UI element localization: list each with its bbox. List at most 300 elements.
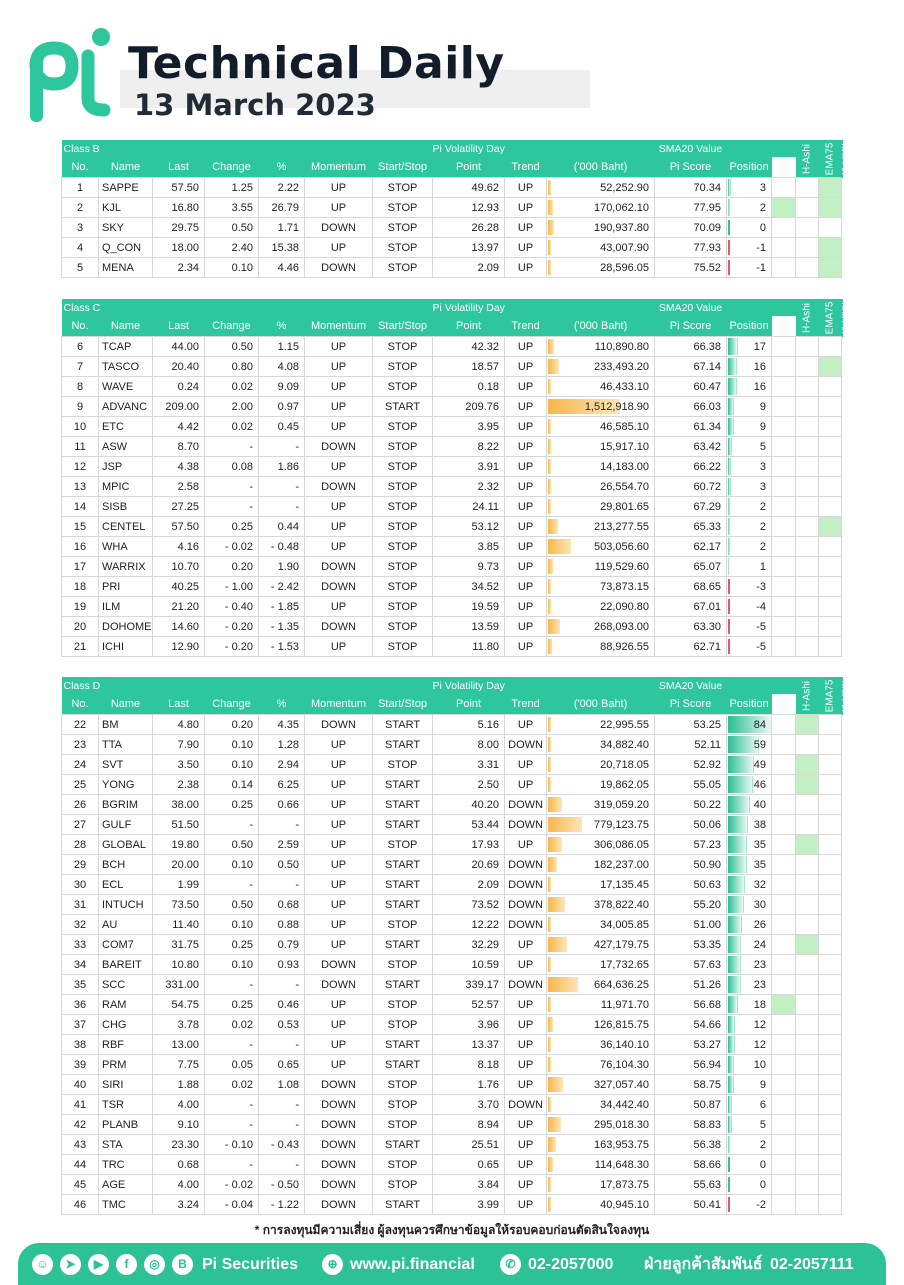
table-row[interactable] [62, 437, 844, 457]
position-bar [728, 756, 754, 773]
youtube-icon[interactable]: ▶ [88, 1254, 109, 1275]
position-bar [728, 199, 730, 216]
table-row[interactable] [62, 417, 844, 437]
cell-name: COM7 [99, 935, 153, 955]
col-hashi-label: H-Ashi [801, 143, 813, 174]
cell-change: - 0.02 [205, 1175, 259, 1195]
col-header-pi-score: Pi Score [655, 316, 727, 337]
cell-position [727, 417, 772, 437]
position-value: 26 [753, 918, 767, 931]
col-header-no: No. [62, 694, 99, 715]
cell-change: - 0.20 [205, 637, 259, 657]
table-row[interactable] [62, 198, 844, 218]
phone-icon: ✆ [500, 1254, 521, 1275]
col-header-pi-score: Pi Score [655, 694, 727, 715]
flag-hashi [772, 238, 796, 258]
position-bar [728, 518, 730, 535]
header-spacer [547, 140, 655, 157]
table-row[interactable] [62, 955, 844, 975]
flag-hashi [772, 457, 796, 477]
cell-last: 16.80 [153, 198, 205, 218]
sma-value-bar [548, 757, 551, 772]
cell-pi-score: 67.14 [655, 357, 727, 377]
table-row[interactable] [62, 915, 844, 935]
flag-ema75 [796, 337, 819, 357]
table-row[interactable] [62, 1155, 844, 1175]
cell-last: 3.78 [153, 1015, 205, 1035]
table-row[interactable] [62, 377, 844, 397]
cell-no: 30 [62, 875, 99, 895]
cell-position [727, 1035, 772, 1055]
table-row[interactable] [62, 815, 844, 835]
cell-trend: DOWN [505, 855, 547, 875]
cell-last: 14.60 [153, 617, 205, 637]
flag-hashi [772, 1035, 796, 1055]
cell-sma-value [547, 617, 655, 637]
footer-cs-phone[interactable]: 02-2057111 [770, 1256, 854, 1273]
position-bar [728, 876, 745, 893]
table-row[interactable] [62, 178, 844, 198]
cell-sma-value [547, 198, 655, 218]
cell-position [727, 397, 772, 417]
table-row[interactable] [62, 597, 844, 617]
cell-sma-value [547, 895, 655, 915]
table-row[interactable] [62, 1095, 844, 1115]
flag-nhigh [819, 895, 842, 915]
flag-hashi [772, 537, 796, 557]
table-row[interactable] [62, 357, 844, 377]
table-row[interactable] [62, 557, 844, 577]
flag-hashi [772, 1175, 796, 1195]
table-row[interactable] [62, 735, 844, 755]
cell-momentum: UP [305, 935, 373, 955]
col-header-sma-value: ('000 Baht) [547, 694, 655, 715]
position-bar [728, 398, 734, 415]
position-bar [728, 378, 737, 395]
flag-hashi [772, 995, 796, 1015]
table-row[interactable] [62, 577, 844, 597]
table-row[interactable] [62, 457, 844, 477]
flag-hashi [772, 795, 796, 815]
flag-hashi [772, 1015, 796, 1035]
flag-nhigh [819, 735, 842, 755]
table-row[interactable] [62, 337, 844, 357]
cell-trend: DOWN [505, 735, 547, 755]
cell-last: 4.38 [153, 457, 205, 477]
sma-value-bar [548, 240, 551, 255]
sma-value-text: 43,007.90 [600, 241, 650, 254]
table-row[interactable] [62, 935, 844, 955]
cell-pi-score: 50.87 [655, 1095, 727, 1115]
col-hashi [796, 677, 819, 715]
flag-ema75 [796, 417, 819, 437]
cell-trend: UP [505, 1015, 547, 1035]
cell-position [727, 557, 772, 577]
cell-trend: UP [505, 835, 547, 855]
cell-point: 13.97 [433, 238, 505, 258]
col-header-point: Point [433, 157, 505, 178]
table-row[interactable] [62, 895, 844, 915]
table-row[interactable] [62, 1035, 844, 1055]
table-row[interactable] [62, 637, 844, 657]
position-value: 59 [753, 738, 767, 751]
table-row[interactable] [62, 1115, 844, 1135]
flag-hashi [772, 1095, 796, 1115]
cell-momentum: UP [305, 875, 373, 895]
flag-nhigh [819, 1155, 842, 1175]
table-row[interactable] [62, 537, 844, 557]
cell-position [727, 935, 772, 955]
cell-change: 1.25 [205, 178, 259, 198]
cell-no: 36 [62, 995, 99, 1015]
cell-pi-score: 56.38 [655, 1135, 727, 1155]
cell-last: 8.70 [153, 437, 205, 457]
flag-hashi [772, 437, 796, 457]
sma-value-bar [548, 777, 551, 792]
cell-start-stop: STOP [373, 357, 433, 377]
cell-no: 10 [62, 417, 99, 437]
table-row[interactable] [62, 875, 844, 895]
cell-trend: UP [505, 337, 547, 357]
cell-no: 6 [62, 337, 99, 357]
col-header-start-stop: Start/Stop [373, 694, 433, 715]
flag-hashi [772, 218, 796, 238]
instagram-icon[interactable]: ◎ [144, 1254, 165, 1275]
table-row[interactable] [62, 1195, 844, 1215]
flag-hashi [772, 337, 796, 357]
cell-sma-value [547, 637, 655, 657]
cell-point: 26.28 [433, 218, 505, 238]
cell-start-stop: STOP [373, 1155, 433, 1175]
line-icon[interactable]: ☺ [32, 1254, 53, 1275]
cell-pi-score: 50.90 [655, 855, 727, 875]
flag-hashi [772, 1115, 796, 1135]
cell-pct: - 1.53 [259, 637, 305, 657]
cell-no: 41 [62, 1095, 99, 1115]
cell-name: GLOBAL [99, 835, 153, 855]
table-row[interactable] [62, 238, 844, 258]
cell-pi-score: 66.38 [655, 337, 727, 357]
cell-sma-value [547, 537, 655, 557]
table-row[interactable] [62, 1055, 844, 1075]
table-row[interactable] [62, 1015, 844, 1035]
cell-position [727, 1055, 772, 1075]
cell-last: 7.75 [153, 1055, 205, 1075]
cell-momentum: UP [305, 537, 373, 557]
footer-phone[interactable]: 02-2057000 [528, 1256, 614, 1273]
cell-pi-score: 60.47 [655, 377, 727, 397]
flag-nhigh [819, 855, 842, 875]
col-header-last: Last [153, 157, 205, 178]
cell-sma-value [547, 1115, 655, 1135]
cell-position [727, 198, 772, 218]
cell-no: 14 [62, 497, 99, 517]
flag-hashi [772, 517, 796, 537]
cell-momentum: UP [305, 1055, 373, 1075]
cell-start-stop: STOP [373, 417, 433, 437]
cell-trend: UP [505, 457, 547, 477]
cell-sma-value [547, 178, 655, 198]
flag-nhigh [819, 1135, 842, 1155]
col-ema-label: EMA75 [824, 679, 836, 712]
cell-point: 13.37 [433, 1035, 505, 1055]
cell-name: SIRI [99, 1075, 153, 1095]
cell-last: 3.24 [153, 1195, 205, 1215]
position-bar [728, 358, 737, 375]
cell-pct: - [259, 975, 305, 995]
cell-momentum: DOWN [305, 1195, 373, 1215]
sma-value-text: 213,277.55 [593, 520, 650, 533]
sma-value-text: 182,237.00 [593, 858, 650, 871]
sma-value-text: 233,493.20 [593, 360, 650, 373]
position-value: 0 [759, 221, 767, 234]
col-nhigh-label [842, 680, 843, 711]
col-ema-label: EMA75 [824, 142, 836, 175]
cell-pi-score: 57.23 [655, 835, 727, 855]
cell-start-stop: START [373, 935, 433, 955]
sma-value-text: 29,801.65 [600, 500, 650, 513]
footer-cs-label: ฝ่ายลูกค้าสัมพันธ์ [644, 1256, 763, 1273]
cell-change: 0.10 [205, 855, 259, 875]
cell-position [727, 975, 772, 995]
col-nhigh [842, 140, 843, 178]
flag-hashi [772, 597, 796, 617]
cell-no: 28 [62, 835, 99, 855]
table-row[interactable] [62, 855, 844, 875]
cell-momentum: UP [305, 775, 373, 795]
sma-value-text: 34,442.40 [600, 1098, 650, 1111]
cell-position [727, 1135, 772, 1155]
cell-pi-score: 52.11 [655, 735, 727, 755]
flag-nhigh [819, 577, 842, 597]
sma-value-bar [548, 379, 551, 394]
class-label: Class C [62, 299, 433, 316]
col-header-momentum: Momentum [305, 316, 373, 337]
cell-no: 45 [62, 1175, 99, 1195]
cell-change: 0.25 [205, 517, 259, 537]
cell-last: 12.90 [153, 637, 205, 657]
cell-last: 23.30 [153, 1135, 205, 1155]
sma-value-text: 46,585.10 [600, 420, 650, 433]
col-header-start-stop: Start/Stop [373, 316, 433, 337]
table-row[interactable] [62, 497, 844, 517]
position-value: 46 [753, 778, 767, 791]
footer-website[interactable]: www.pi.financial [350, 1256, 475, 1273]
cell-last: 11.40 [153, 915, 205, 935]
cell-change: - [205, 975, 259, 995]
flag-hashi [772, 1155, 796, 1175]
cell-no: 43 [62, 1135, 99, 1155]
cell-position [727, 815, 772, 835]
cell-pi-score: 56.68 [655, 995, 727, 1015]
flag-hashi [772, 875, 796, 895]
cell-pct: 2.22 [259, 178, 305, 198]
cell-change: - [205, 437, 259, 457]
position-value: 18 [753, 998, 767, 1011]
table-row[interactable] [62, 755, 844, 775]
col-header-position: Position [727, 694, 772, 715]
sma-value-bar [548, 200, 553, 215]
cell-sma-value [547, 597, 655, 617]
table-row[interactable] [62, 517, 844, 537]
group-volatility-label: Pi Volatility Day [433, 677, 547, 694]
telegram-icon[interactable]: ➤ [60, 1254, 81, 1275]
cell-momentum: UP [305, 517, 373, 537]
table-row[interactable] [62, 1135, 844, 1155]
cell-start-stop: START [373, 1195, 433, 1215]
cell-point: 3.95 [433, 417, 505, 437]
flag-ema75 [796, 1095, 819, 1115]
cell-last: 7.90 [153, 735, 205, 755]
header-spacer [727, 677, 796, 694]
cell-pi-score: 55.63 [655, 1175, 727, 1195]
cell-position [727, 337, 772, 357]
cell-momentum: UP [305, 198, 373, 218]
sma-value-text: 46,433.10 [600, 380, 650, 393]
flag-hashi [772, 1195, 796, 1215]
position-value: 84 [753, 718, 767, 731]
facebook-icon[interactable]: f [116, 1254, 137, 1275]
flag-nhigh [819, 995, 842, 1015]
flag-hashi [772, 975, 796, 995]
cell-start-stop: START [373, 1055, 433, 1075]
cell-no: 37 [62, 1015, 99, 1035]
sma-value-bar [548, 499, 551, 514]
cell-start-stop: START [373, 795, 433, 815]
cell-name: SKY [99, 218, 153, 238]
flag-nhigh [819, 397, 842, 417]
position-negative-mark [728, 639, 730, 654]
cell-position [727, 178, 772, 198]
cell-no: 3 [62, 218, 99, 238]
cell-pct: 1.15 [259, 337, 305, 357]
table-row[interactable] [62, 995, 844, 1015]
cell-point: 3.70 [433, 1095, 505, 1115]
cell-start-stop: STOP [373, 1175, 433, 1195]
position-bar [728, 896, 744, 913]
cell-pi-score: 50.41 [655, 1195, 727, 1215]
cell-sma-value [547, 258, 655, 278]
cell-change: - 0.40 [205, 597, 259, 617]
cell-change: 0.50 [205, 895, 259, 915]
cell-pi-score: 67.01 [655, 597, 727, 617]
cell-trend: UP [505, 755, 547, 775]
table-row[interactable] [62, 975, 844, 995]
cell-start-stop: STOP [373, 637, 433, 657]
col-ema [819, 299, 842, 337]
table-row[interactable] [62, 715, 844, 735]
position-value: 2 [759, 1138, 767, 1151]
table-row[interactable] [62, 218, 844, 238]
cell-change: 0.14 [205, 775, 259, 795]
cell-change: 0.50 [205, 835, 259, 855]
cell-point: 8.00 [433, 735, 505, 755]
cell-point: 17.93 [433, 835, 505, 855]
cell-pi-score: 77.95 [655, 198, 727, 218]
flag-ema75 [796, 198, 819, 218]
cell-pct: 0.79 [259, 935, 305, 955]
sma-value-text: 126,815.75 [593, 1018, 650, 1031]
cell-name: ICHI [99, 637, 153, 657]
cell-name: WARRIX [99, 557, 153, 577]
cell-pct: 4.46 [259, 258, 305, 278]
position-bar [728, 538, 730, 555]
cell-change: 0.20 [205, 715, 259, 735]
cell-last: 0.68 [153, 1155, 205, 1175]
group-sma-label: SMA20 Value [655, 140, 727, 157]
flag-hashi [772, 258, 796, 278]
position-value: 30 [753, 898, 767, 911]
position-value: 35 [753, 858, 767, 871]
cell-name: YONG [99, 775, 153, 795]
cell-momentum: DOWN [305, 477, 373, 497]
cell-position [727, 755, 772, 775]
cell-momentum: UP [305, 637, 373, 657]
table-row[interactable] [62, 1175, 844, 1195]
sma-value-bar [548, 419, 551, 434]
cell-name: ETC [99, 417, 153, 437]
table-row[interactable] [62, 477, 844, 497]
cell-change: 0.02 [205, 1075, 259, 1095]
sma-value-bar [548, 359, 559, 374]
table-row[interactable] [62, 795, 844, 815]
cell-point: 53.12 [433, 517, 505, 537]
table-row[interactable] [62, 775, 844, 795]
position-value: 9 [759, 400, 767, 413]
cell-change: 0.25 [205, 995, 259, 1015]
cell-sma-value [547, 337, 655, 357]
cell-position [727, 1175, 772, 1195]
cell-trend: UP [505, 477, 547, 497]
cell-position [727, 537, 772, 557]
flag-ema75 [796, 775, 819, 795]
sma-value-bar [548, 1197, 551, 1212]
cell-pi-score: 67.29 [655, 497, 727, 517]
col-header-pct: % [259, 694, 305, 715]
flag-ema75 [796, 517, 819, 537]
cell-momentum: UP [305, 238, 373, 258]
table-row[interactable] [62, 1075, 844, 1095]
table-row[interactable] [62, 258, 844, 278]
table-row[interactable] [62, 617, 844, 637]
cell-name: MENA [99, 258, 153, 278]
cell-point: 49.62 [433, 178, 505, 198]
table-row[interactable] [62, 397, 844, 417]
cell-trend: UP [505, 715, 547, 735]
footer-brand[interactable]: Pi Securities [202, 1256, 299, 1273]
cell-point: 20.69 [433, 855, 505, 875]
blockdit-icon[interactable]: B [172, 1254, 193, 1275]
cell-position [727, 915, 772, 935]
table-row[interactable] [62, 835, 844, 855]
cell-point: 9.73 [433, 557, 505, 577]
cell-point: 3.84 [433, 1175, 505, 1195]
cell-pi-score: 65.07 [655, 557, 727, 577]
cell-momentum: UP [305, 855, 373, 875]
flag-nhigh [819, 775, 842, 795]
cell-trend: UP [505, 238, 547, 258]
cell-position [727, 357, 772, 377]
cell-position [727, 1015, 772, 1035]
position-value: -5 [756, 640, 767, 653]
cell-name: CHG [99, 1015, 153, 1035]
flag-ema75 [796, 258, 819, 278]
cell-sma-value [547, 377, 655, 397]
flag-nhigh [819, 337, 842, 357]
cell-last: 51.50 [153, 815, 205, 835]
header-spacer [547, 299, 655, 316]
flag-hashi [772, 477, 796, 497]
